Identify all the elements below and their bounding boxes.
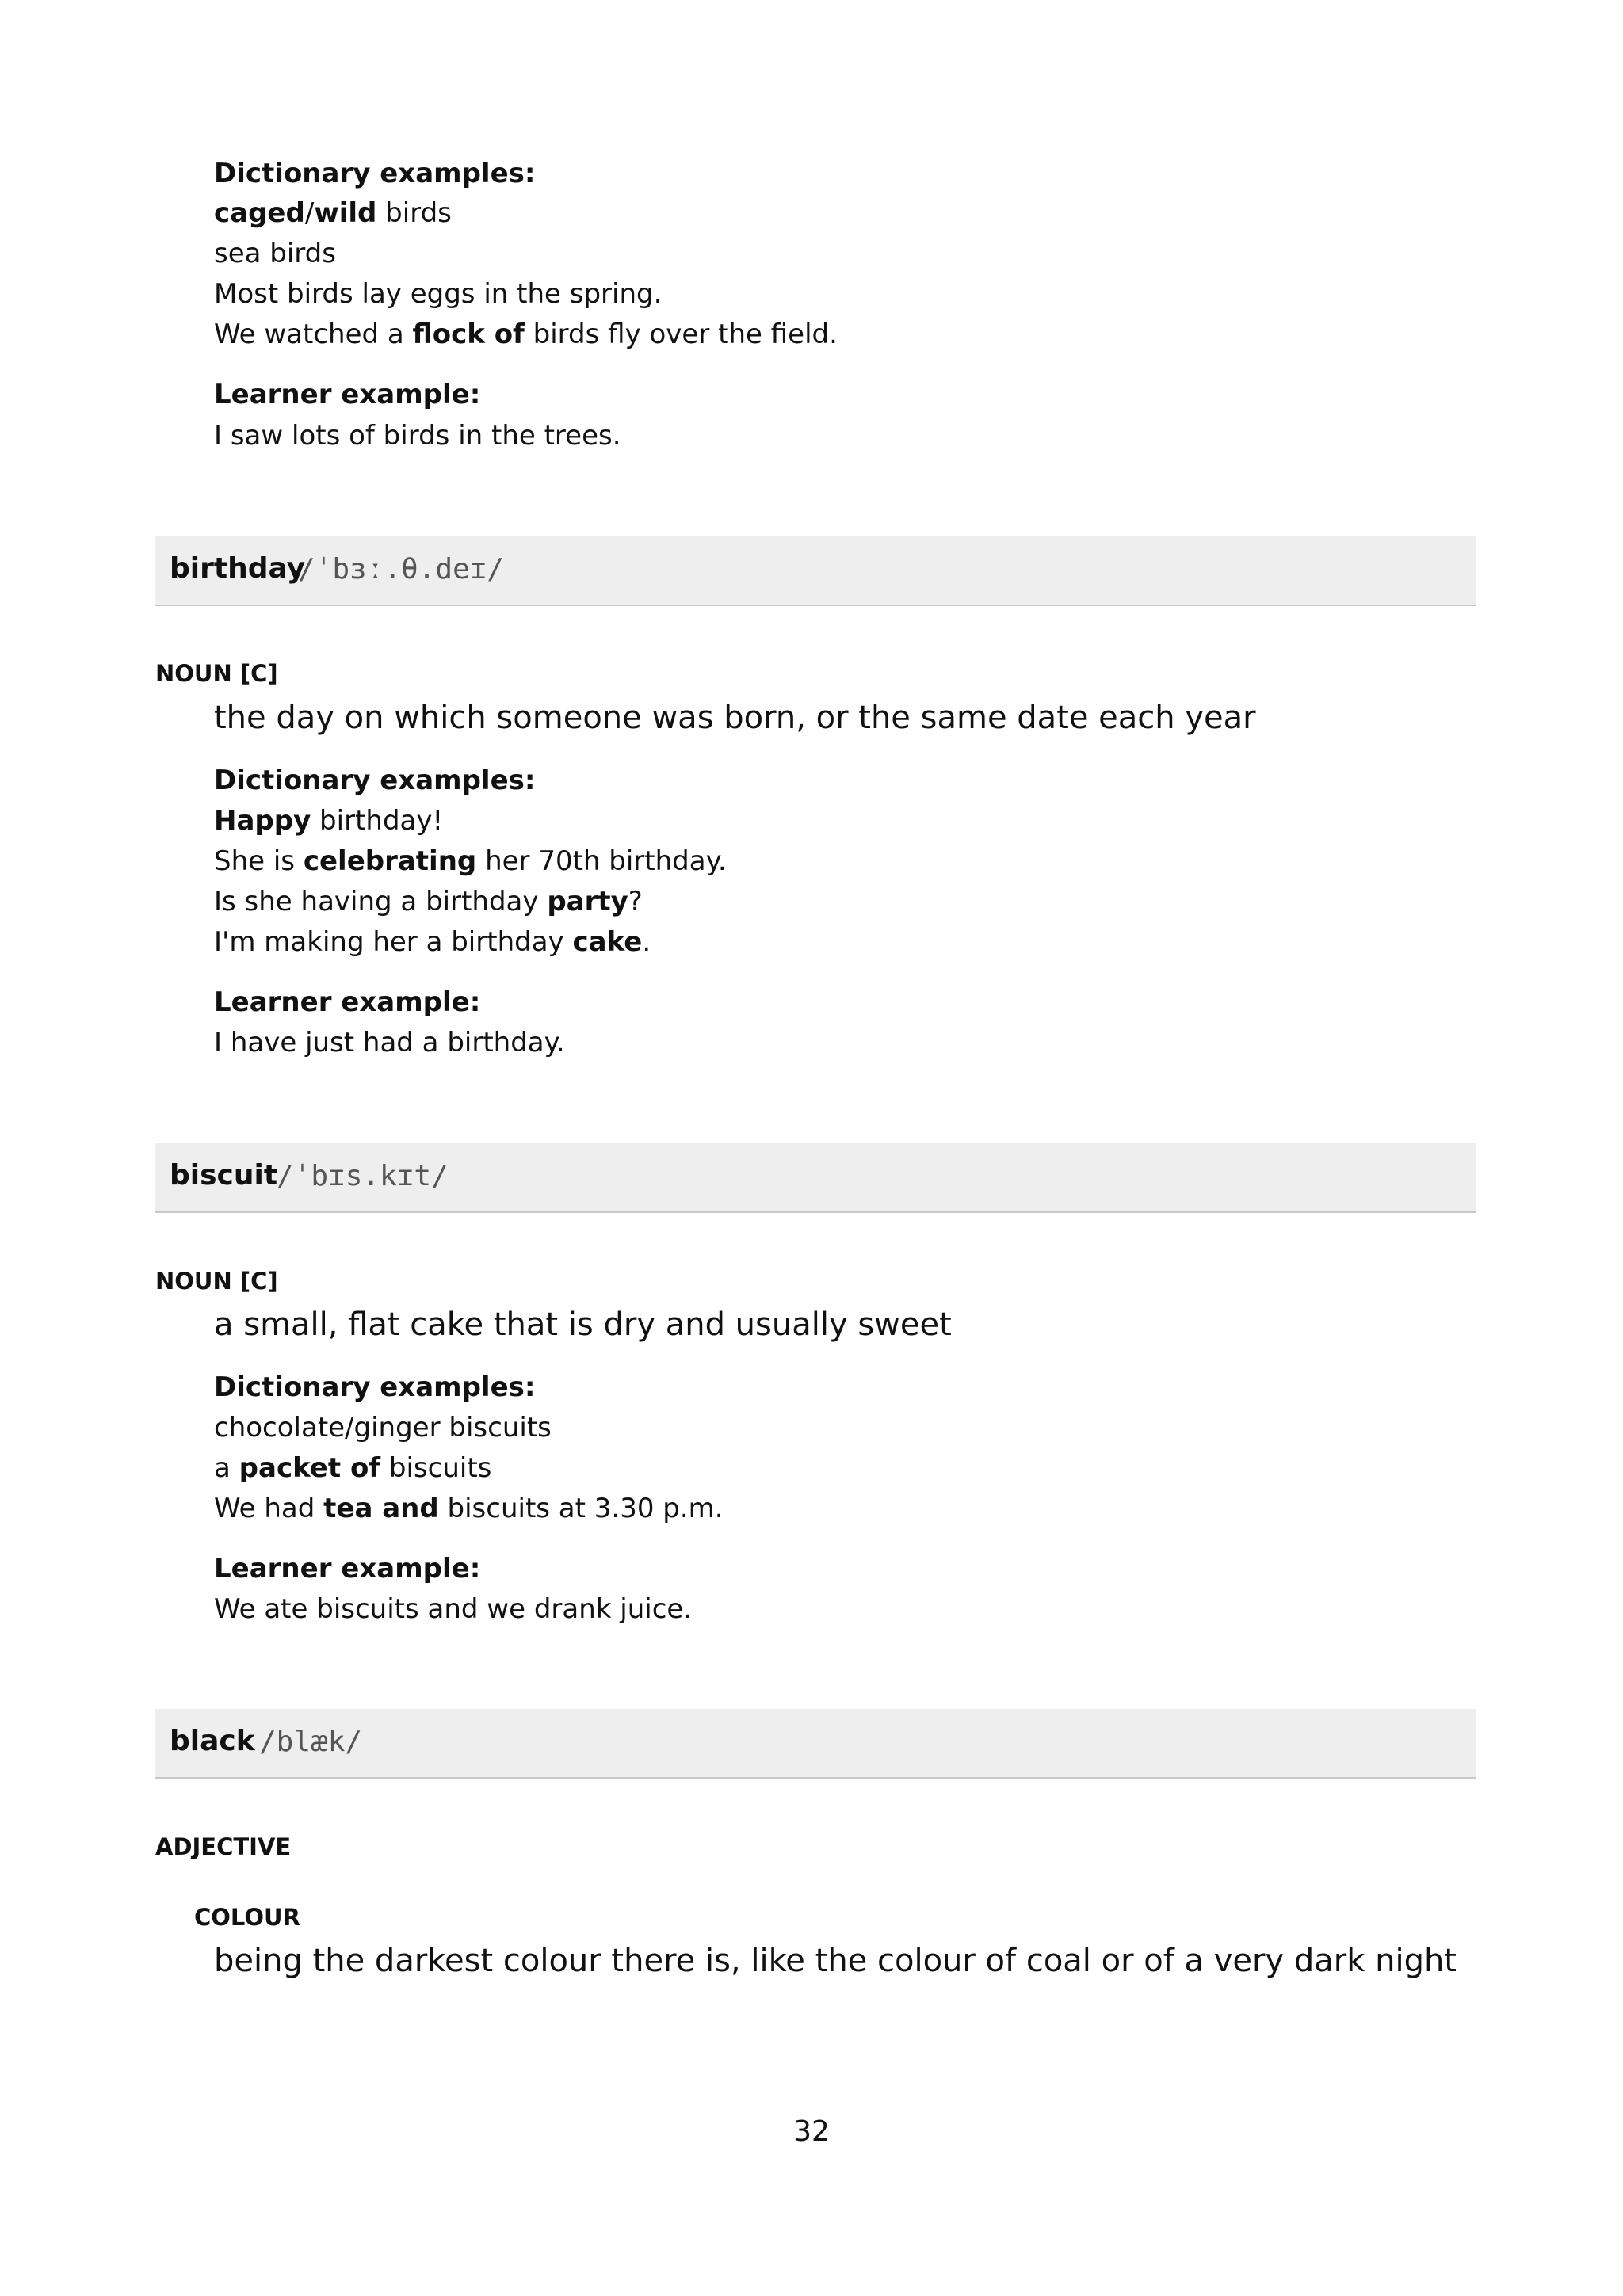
part-of-speech: ADJECTIVE: [155, 1833, 292, 1860]
pronunciation: /ˈbɜː.θ.deɪ/: [298, 553, 505, 585]
example-line: She is celebrating her 70th birthday.: [214, 845, 727, 877]
example-line: caged/wild birds: [214, 197, 452, 229]
definition: the day on which someone was born, or the same date each year: [214, 700, 1256, 736]
learner-example-label: Learner example:: [214, 1553, 481, 1585]
learner-example-label: Learner example:: [214, 986, 481, 1018]
pronunciation: /ˈbɪs.kɪt/: [277, 1160, 449, 1192]
example-line: Happy birthday!: [214, 805, 444, 837]
example-line: We watched a flock of birds fly over the field.: [214, 318, 838, 350]
example-line: I'm making her a birthday cake.: [214, 926, 651, 958]
example-line: Is she having a birthday party?: [214, 886, 643, 917]
dictionary-examples-label: Dictionary examples:: [214, 158, 536, 189]
entry-header-birthday: [155, 536, 1476, 606]
pronunciation: /blæk/: [259, 1726, 363, 1758]
learner-example: I have just had a birthday.: [214, 1027, 565, 1058]
example-line: a packet of biscuits: [214, 1452, 492, 1484]
example-line: Most birds lay eggs in the spring.: [214, 278, 663, 310]
headword: black: [170, 1725, 255, 1757]
part-of-speech: NOUN [C]: [155, 660, 278, 687]
entry-header-biscuit: [155, 1143, 1476, 1213]
example-line: chocolate/ginger biscuits: [214, 1412, 552, 1444]
entry-header-black: [155, 1709, 1476, 1779]
dictionary-examples-label: Dictionary examples:: [214, 765, 536, 796]
dictionary-examples-label: Dictionary examples:: [214, 1371, 536, 1403]
learner-example: We ate biscuits and we drank juice.: [214, 1593, 693, 1625]
definition: a small, flat cake that is dry and usually sweet: [214, 1306, 952, 1343]
example-line: We had tea and biscuits at 3.30 p.m.: [214, 1493, 724, 1524]
definition: being the darkest colour there is, like the colour of coal or of a very dark night: [214, 1943, 1457, 1979]
learner-example-label: Learner example:: [214, 379, 481, 410]
page-number: 32: [793, 2115, 830, 2148]
example-line: sea birds: [214, 238, 336, 269]
headword: birthday: [170, 552, 306, 585]
learner-example: I saw lots of birds in the trees.: [214, 420, 621, 452]
part-of-speech: NOUN [C]: [155, 1268, 278, 1295]
sense-label: COLOUR: [194, 1904, 300, 1931]
headword: biscuit: [170, 1159, 278, 1192]
